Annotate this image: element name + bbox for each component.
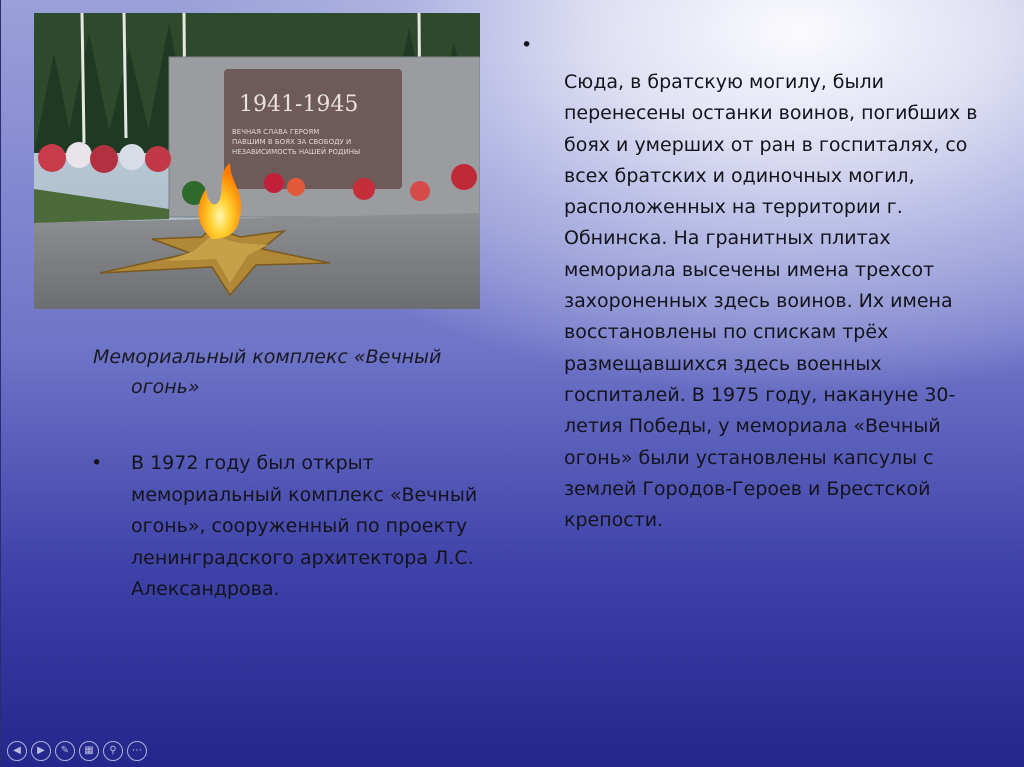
magnifier-icon: ⚲ xyxy=(109,745,117,756)
more-options-button[interactable] xyxy=(127,741,147,761)
pen-button[interactable] xyxy=(55,741,75,761)
previous-slide-button[interactable] xyxy=(7,741,27,761)
left-bullet-text: В 1972 году был открыт мемориальный комплекс «Вечный огонь», сооруженный по проекту ленинградского архитектора Л.С. Александрова. xyxy=(131,452,478,600)
stone-inscription-line-2: ПАВШИМ В БОЯХ ЗА СВОБОДУ И xyxy=(232,138,352,146)
slides-grid-button[interactable] xyxy=(79,741,99,761)
ellipsis-icon: ⋯ xyxy=(132,745,142,756)
memorial-photo-drawing xyxy=(34,13,480,309)
arrow-right-icon: ▶ xyxy=(37,745,45,756)
memorial-photo xyxy=(34,13,480,309)
slideshow-toolbar xyxy=(7,741,147,763)
grid-icon: ▦ xyxy=(84,745,94,756)
arrow-left-icon: ◀ xyxy=(13,745,21,756)
stone-years: 1941-1945 xyxy=(239,92,359,117)
left-bullet xyxy=(91,448,511,606)
right-bullet-marker: • xyxy=(521,34,533,56)
stone-inscription-line-3: НЕЗАВИСИМОСТЬ НАШЕЙ РОДИНЫ xyxy=(232,148,361,156)
photo-caption-line-1: Мемориальный комплекс «Вечный xyxy=(93,346,442,368)
photo-caption xyxy=(93,342,493,402)
pen-icon: ✎ xyxy=(60,745,70,756)
zoom-button[interactable] xyxy=(103,741,123,761)
left-bullet-marker: • xyxy=(91,452,103,474)
right-paragraph: Сюда, в братскую могилу, были перенесены останки воинов, погибших в боях и умерших от ран в госпиталях, со всех братских и одиночных могил, расположенных на территории г. Обнинска. На гранитных плитах мемориала высечены имена трехсот захороненных здесь воинов. Их имена восстановлены по спискам трёх размещавшихся здесь военных госпиталей. В 1975 году, накануне 30-летия Победы, у мемориала «Вечный огонь» были установлены капсулы с землей Городов-Героев и Брестской крепости. xyxy=(564,71,978,532)
next-slide-button[interactable] xyxy=(31,741,51,761)
stone-inscription-line-1: ВЕЧНАЯ СЛАВА ГЕРОЯМ xyxy=(232,128,320,136)
photo-caption-line-2: огонь» xyxy=(131,376,200,398)
